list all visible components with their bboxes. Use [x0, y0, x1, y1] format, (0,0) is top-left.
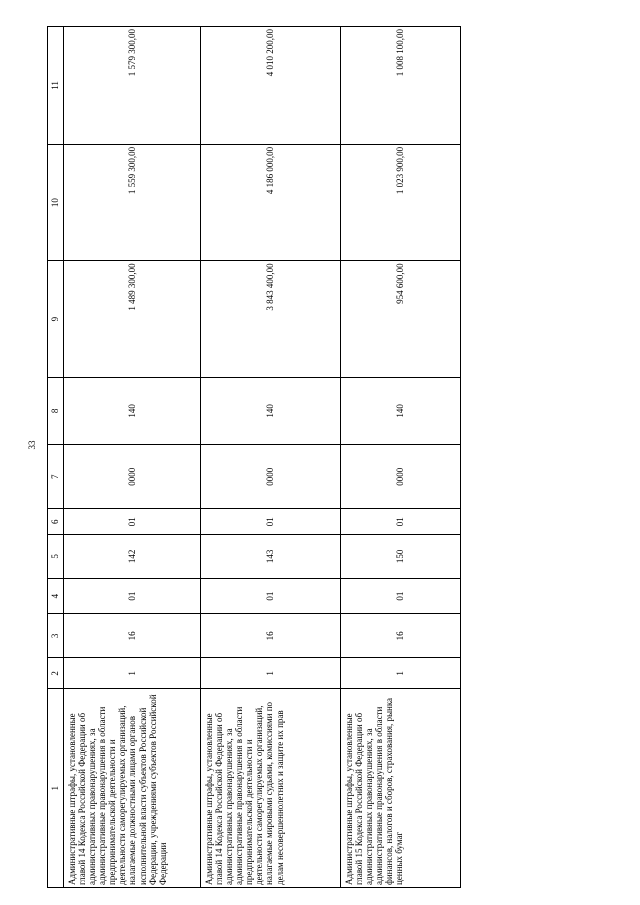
cell-c3: 16: [341, 614, 461, 658]
cell-c10: 4 186 000,00: [201, 144, 341, 261]
table-row: [64, 27, 201, 888]
header-cell: 6: [48, 509, 64, 534]
cell-c5: 142: [64, 534, 201, 578]
row-description: Административные штрафы, установленные главой 15 Кодекса Российской Федерации об административных правонарушениях, за административные правонарушения в области финансов, налогов и сборов, страхования, рынка ценных бумаг: [341, 689, 461, 888]
cell-c4: 01: [64, 578, 201, 614]
cell-c2: 1: [64, 658, 201, 689]
budget-revenue-table: [47, 26, 461, 888]
cell-c8: 140: [341, 377, 461, 444]
cell-c4: 01: [341, 578, 461, 614]
cell-c7: 0000: [341, 444, 461, 509]
header-cell: 9: [48, 261, 64, 378]
header-cell: 10: [48, 144, 64, 261]
cell-c8: 140: [201, 377, 341, 444]
header-cell: 1: [48, 689, 64, 888]
cell-c7: 0000: [201, 444, 341, 509]
row-description: Административные штрафы, установленные главой 14 Кодекса Российской Федерации об административных правонарушениях, за административные правонарушения в области предпринимательской деятельности и деятельности саморегулируемых организаций, налагаемые мировыми судьями, комиссиями по делам несовершеннолетних и защите их прав: [201, 689, 341, 888]
cell-c9: 954 600,00: [341, 261, 461, 378]
cell-c11: 1 008 100,00: [341, 27, 461, 145]
header-cell: 11: [48, 27, 64, 145]
rotated-table-frame: [47, 26, 459, 888]
cell-c5: 150: [341, 534, 461, 578]
cell-c5: 143: [201, 534, 341, 578]
row-description: Административные штрафы, установленные главой 14 Кодекса Российской Федерации об административных правонарушениях, за административные правонарушения в области предпринимательской деятельности и деятельности саморегулируемых организаций, налагаемые должностными лицами органов исполнительной власти субъектов Российской Федерации, учреждениями субъектов Российской Федерации: [64, 689, 201, 888]
cell-c2: 1: [201, 658, 341, 689]
cell-c8: 140: [64, 377, 201, 444]
header-cell: 4: [48, 578, 64, 614]
cell-c9: 3 843 400,00: [201, 261, 341, 378]
header-cell: 2: [48, 658, 64, 689]
header-cell: 8: [48, 377, 64, 444]
cell-c9: 1 489 300,00: [64, 261, 201, 378]
header-cell: 5: [48, 534, 64, 578]
table-row: [201, 27, 341, 888]
cell-c10: 1 023 900,00: [341, 144, 461, 261]
table-container: [47, 26, 459, 888]
cell-c10: 1 559 300,00: [64, 144, 201, 261]
table-row: [341, 27, 461, 888]
header-row: [48, 27, 64, 888]
cell-c6: 01: [64, 509, 201, 534]
page-number: 33: [27, 440, 37, 450]
cell-c6: 01: [201, 509, 341, 534]
cell-c6: 01: [341, 509, 461, 534]
cell-c4: 01: [201, 578, 341, 614]
header-cell: 7: [48, 444, 64, 509]
cell-c2: 1: [341, 658, 461, 689]
cell-c3: 16: [201, 614, 341, 658]
cell-c7: 0000: [64, 444, 201, 509]
header-cell: 3: [48, 614, 64, 658]
cell-c11: 1 579 300,00: [64, 27, 201, 145]
cell-c11: 4 010 200,00: [201, 27, 341, 145]
cell-c3: 16: [64, 614, 201, 658]
